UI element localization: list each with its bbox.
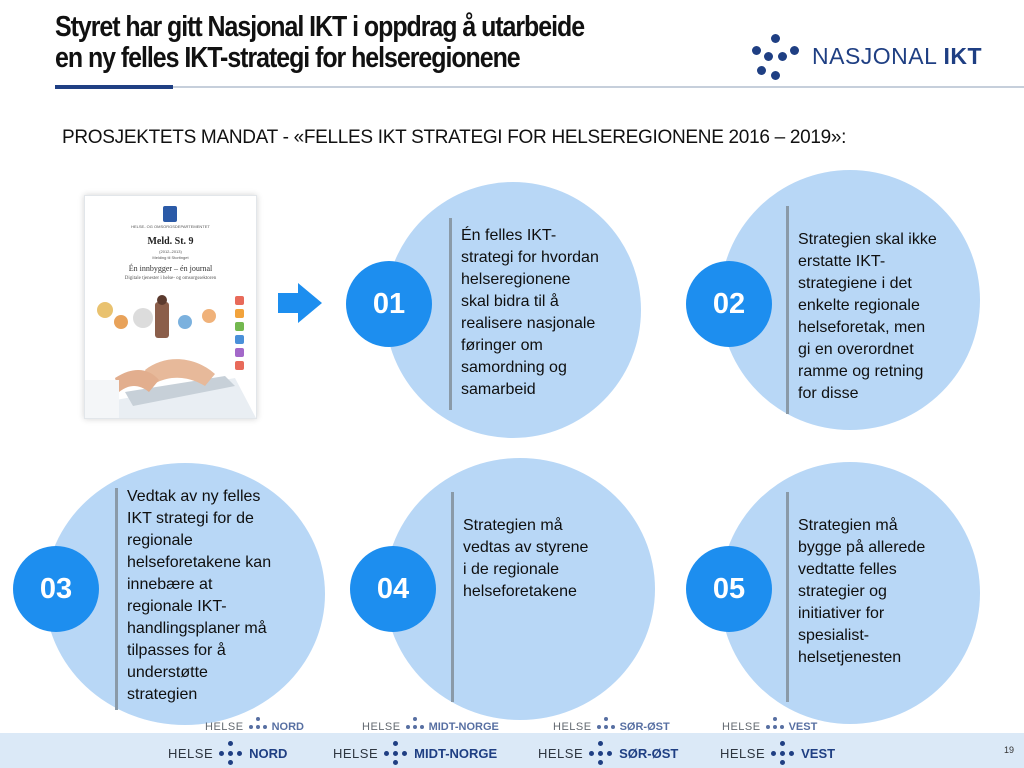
- slide-title: [55, 12, 640, 74]
- region-label: VEST: [801, 745, 836, 761]
- item-03-divider: [115, 488, 118, 710]
- item-05-line: helsetjenesten: [798, 649, 902, 666]
- item-05-line: bygge på allerede: [798, 539, 926, 556]
- title-divider: [55, 86, 1024, 88]
- item-05-line: initiativer for: [798, 605, 885, 622]
- helse-dots-icon: [217, 741, 245, 765]
- item-04-line: Strategien må: [463, 517, 563, 534]
- doc-department: HELSE- OG OMSORGSDEPARTEMENTET: [131, 224, 210, 229]
- item-02-line: enkelte regionale: [798, 297, 920, 314]
- item-02-divider: [786, 206, 789, 414]
- item-05-line: strategier og: [798, 583, 887, 600]
- region-label: VEST: [788, 721, 818, 733]
- footer-band: [0, 733, 1024, 768]
- region-label: SØR-ØST: [619, 721, 670, 733]
- item-03-line: IKT strategi for de: [127, 510, 254, 527]
- item-03-line: Vedtak av ny felles: [127, 488, 261, 505]
- page-number: 19: [1004, 745, 1015, 755]
- item-02-line: ramme og retning: [798, 363, 924, 380]
- helse-label: HELSE: [538, 745, 584, 761]
- item-02-line: for disse: [798, 385, 859, 402]
- helse-label: HELSE: [168, 745, 214, 761]
- helse-label: HELSE: [333, 745, 379, 761]
- title-divider-accent: [55, 85, 173, 89]
- logo-text: NASJONAL IKT: [812, 43, 983, 69]
- item-02-line: Strategien skal ikke: [798, 231, 937, 248]
- item-01-line: skal bidra til å: [461, 293, 559, 310]
- arrow-right-icon: [278, 283, 322, 323]
- item-01-line: samarbeid: [461, 381, 536, 398]
- white-paper-cover-image: [84, 195, 257, 419]
- doc-meta-1: (2012–2013): [159, 249, 182, 254]
- item-03-text: [127, 486, 271, 706]
- item-01-number-badge: 01: [346, 261, 432, 347]
- item-05-line: vedtatte felles: [798, 561, 897, 578]
- item-01-line: samordning og: [461, 359, 567, 376]
- item-02-line: erstatte IKT-: [798, 253, 886, 270]
- item-01-line: helseregionene: [461, 271, 571, 288]
- slide-title-line-1: Styret har gitt Nasjonal IKT i oppdrag å utarbeide: [55, 11, 585, 43]
- item-03-line: helseforetakene kan: [127, 554, 272, 571]
- helse-sor-ost-logo: [538, 741, 678, 765]
- helse-label: HELSE: [553, 721, 592, 733]
- region-label: MIDT-NORGE: [414, 745, 498, 761]
- doc-subtitle-2: Digitale tjenester i helse- og omsorgssektoren: [124, 276, 217, 281]
- item-01-text: [461, 225, 599, 401]
- helse-nord-logo: [168, 741, 287, 765]
- helse-label: HELSE: [362, 721, 401, 733]
- item-02-number-badge: 02: [686, 261, 772, 347]
- helse-dots-icon: [382, 741, 410, 765]
- item-05-divider: [786, 492, 789, 702]
- item-04-divider: [451, 492, 454, 702]
- region-label: SØR-ØST: [619, 745, 679, 761]
- laptop-hands-illustration: [85, 282, 256, 418]
- item-03-line: handlingsplaner må: [127, 620, 267, 637]
- item-05-line: spesialist-: [798, 627, 870, 644]
- item-04-line: vedtas av styrene: [463, 539, 589, 556]
- item-02-line: helseforetak, men: [798, 319, 926, 336]
- item-03-line: strategien: [127, 686, 198, 703]
- doc-subtitle: Én innbygger – én journal: [128, 264, 213, 273]
- item-02-line: gi en overordnet: [798, 341, 914, 358]
- item-03-line: regionale IKT-: [127, 598, 227, 615]
- item-02-line: strategiene i det: [798, 275, 912, 292]
- region-label: NORD: [249, 745, 288, 761]
- item-04-number-badge: 04: [350, 546, 436, 632]
- helse-vest-logo: [720, 741, 835, 765]
- item-04-line: helseforetakene: [463, 583, 577, 600]
- item-04-line: i de regionale: [463, 561, 560, 578]
- helse-label: HELSE: [720, 745, 766, 761]
- item-02-text: [798, 229, 937, 405]
- item-03-line: innebære at: [127, 576, 213, 593]
- item-01-line: strategi for hvordan: [461, 249, 599, 266]
- helse-midt-norge-logo: [333, 741, 497, 765]
- mandate-heading: PROSJEKTETS MANDAT - «FELLES IKT STRATEGI FOR HELSEREGIONENE 2016 – 2019»:: [62, 127, 847, 148]
- item-04-text: [463, 515, 588, 603]
- coat-of-arms-icon: [163, 206, 177, 222]
- nasjonal-ikt-logo: [752, 34, 1002, 82]
- item-05-number-badge: 05: [686, 546, 772, 632]
- region-label: NORD: [271, 721, 304, 733]
- item-05-text: [798, 515, 925, 669]
- item-01-line: realisere nasjonale: [461, 315, 596, 332]
- logo-dots-icon: [752, 34, 800, 82]
- item-01-line: føringer om: [461, 337, 543, 354]
- item-03-line: regionale: [127, 532, 193, 549]
- helse-dots-icon: [769, 741, 797, 765]
- helse-label: HELSE: [205, 721, 244, 733]
- item-03-number-badge: 03: [13, 546, 99, 632]
- helse-dots-icon: [587, 741, 615, 765]
- item-05-line: Strategien må: [798, 517, 898, 534]
- region-label: MIDT-NORGE: [428, 721, 499, 733]
- doc-meta-2: Melding til Stortinget: [152, 255, 189, 260]
- item-03-line: tilpasses for å: [127, 642, 226, 659]
- doc-title: Meld. St. 9: [147, 236, 194, 247]
- helse-label: HELSE: [722, 721, 761, 733]
- item-03-line: understøtte: [127, 664, 208, 681]
- slide-title-line-2: en ny felles IKT-strategi for helseregionene: [55, 42, 520, 74]
- item-01-line: Én felles IKT-: [461, 227, 557, 244]
- item-01-divider: [449, 218, 452, 410]
